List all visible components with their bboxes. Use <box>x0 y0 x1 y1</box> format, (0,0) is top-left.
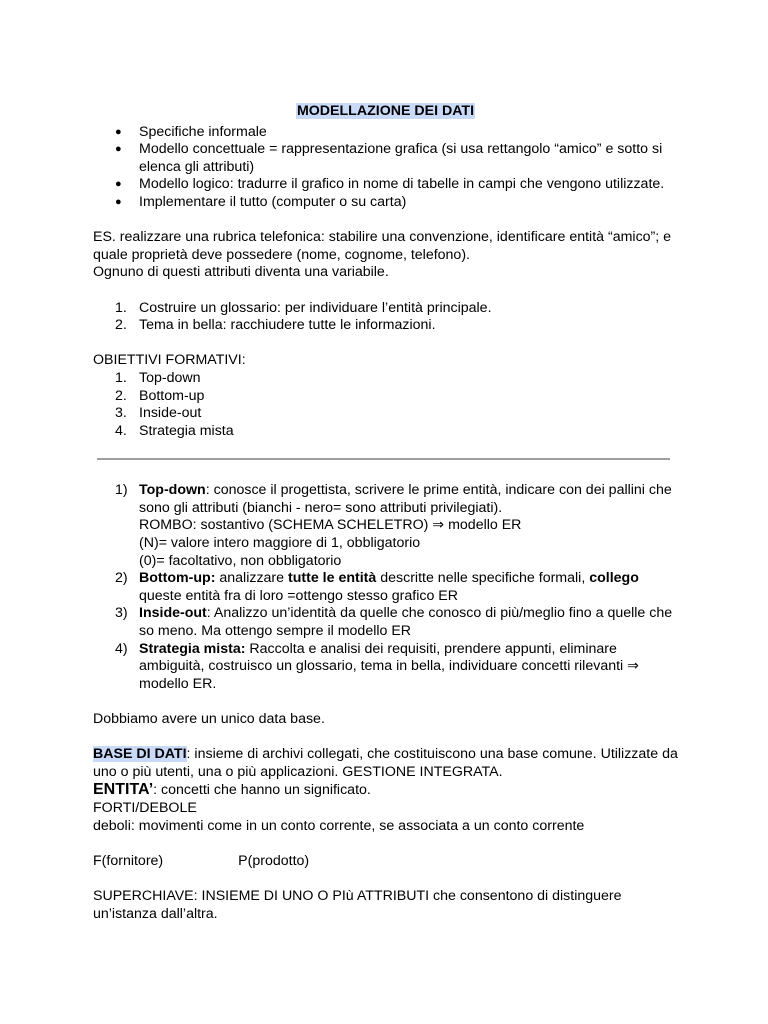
list-item: 3. Inside-out <box>115 405 202 422</box>
base-dati-paragraph: BASE DI DATI: insieme di archivi collegati, che costituiscono una base comune. Utilizzate da uno o più utenti, una o più applicazioni. GESTIONE INTEGRATA. <box>93 746 678 780</box>
fp-line <box>93 853 678 871</box>
example-note: Ognuno di questi attributi diventa una variabile. <box>93 264 389 281</box>
entita-paragraph: ENTITA’: concetti che hanno un significato. <box>93 781 371 799</box>
list-item: ● Implementare il tutto (computer o su carta) <box>93 194 678 212</box>
document-body <box>93 103 678 923</box>
strategies-list <box>93 482 678 693</box>
list-item: 2) Bottom-up: analizzare tutte le entità descritte nelle specifiche formali, collego queste entità fra di loro =ottengo stesso grafico ER <box>115 570 639 604</box>
list-item: ● Modello concettuale = rappresentazione grafica (si usa rettangolo “amico” e sotto si elenca gli attributi) <box>93 141 678 176</box>
base-dati-term: BASE DI DATI <box>93 746 187 763</box>
list-item: ● Specifiche informale <box>93 124 678 142</box>
steps-list <box>93 300 678 335</box>
list-item: 2. Tema in bella: racchiudere tutte le informazioni. <box>115 317 436 334</box>
example-paragraph: ES. realizzare una rubrica telefonica: stabilire una convenzione, identificare entità “amico”; e quale proprietà deve possedere (nome, cognome, telefono). <box>93 229 672 263</box>
objectives-heading: OBIETTIVI FORMATIVI: <box>93 352 246 369</box>
list-item: 3) Inside-out: Analizzo un’identità da quelle che conosco di più/meglio fino a quelle che so meno. Ma ottengo sempre il modello ER <box>115 605 673 640</box>
objectives-list <box>93 370 678 440</box>
prodotto-label: P(prodotto) <box>238 852 310 869</box>
list-item: 1. Top-down <box>115 369 201 386</box>
superchiave-paragraph: SUPERCHIAVE: INSIEME DI UNO O PIù ATTRIBUTI che consentono di distinguere un’istanza dall’altra. <box>93 887 622 922</box>
list-item: 1. Costruire un glossario: per individuare l’entità principale. <box>115 299 492 316</box>
database-note: Dobbiamo avere un unico data base. <box>93 711 325 727</box>
list-item: 4) Strategia mista: Raccolta e analisi dei requisiti, prendere appunti, eliminare ambiguità, costruisco un glossario, tema in bella, individuare concetti rilevanti ⇒ modello ER. <box>115 640 640 692</box>
list-item: 4. Strategia mista <box>115 422 234 439</box>
deboli-line: deboli: movimenti come in un conto corrente, se associata a un conto corrente <box>93 817 585 834</box>
list-item: 1) Top-down: conosce il progettista, scrivere le prime entità, indicare con dei pallini che sono gli attributi (bianchi - nero= sono attributi privilegiati). ROMBO: sostantivo (SCHEMA SCHELETRO) ⇒ modello ER (N)= valore intero maggiore di 1, obbligatorio (0)= facoltativo, non obbligatorio <box>115 482 672 569</box>
fornitore-label: F(fornitore) <box>93 852 164 869</box>
page-title: MODELLAZIONE DEI DATI <box>296 103 475 119</box>
entita-term: ENTITA’ <box>93 781 154 799</box>
list-item: 2. Bottom-up <box>115 387 205 404</box>
bullet-list <box>93 124 678 212</box>
forti-debole-line: FORTI/DEBOLE <box>93 799 197 816</box>
list-item: ● Modello logico: tradurre il grafico in nome di tabelle in campi che vengono utilizzate. <box>93 176 678 194</box>
horizontal-divider <box>97 458 670 460</box>
